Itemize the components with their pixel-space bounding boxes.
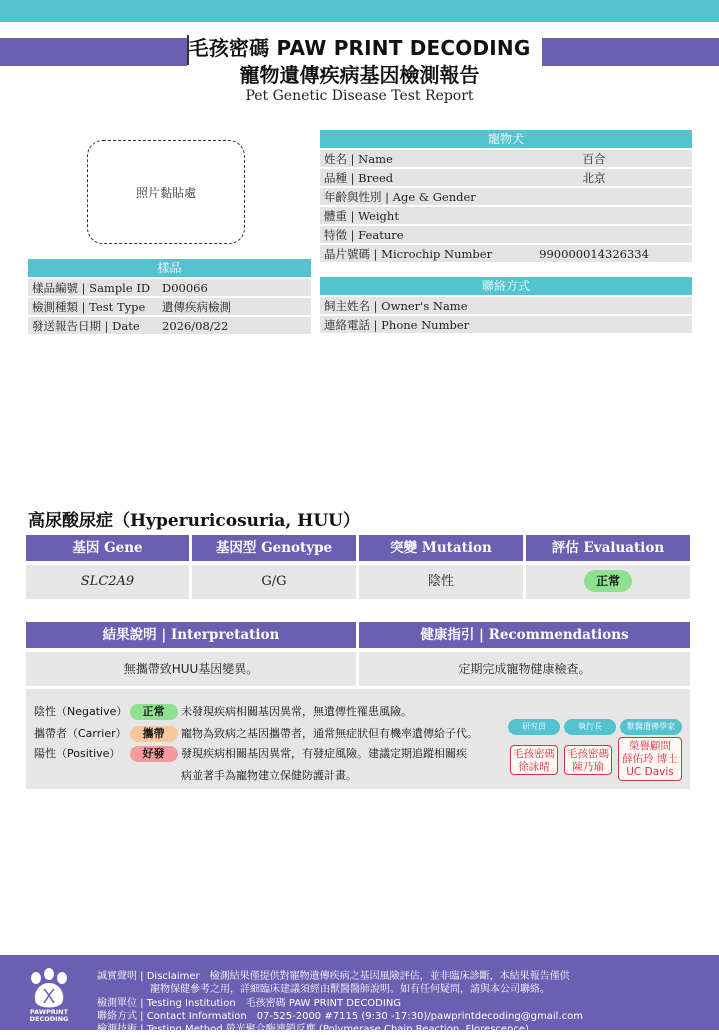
sample-id-label: 樣品編號 | Sample ID — [28, 279, 158, 296]
footer-institution: 檢測單位 | Testing Institution 毛孩密碼 PAW PRINT DECODING — [97, 998, 402, 1009]
stamp-researcher-line1: 毛孩密碼 — [513, 748, 555, 760]
stamp-researcher — [510, 745, 558, 775]
owner-name-label: 飼主姓名 | Owner's Name — [320, 297, 496, 314]
stamp-ceo-line2: 陳乃瑜 — [572, 761, 604, 773]
role-geneticist: 獸醫遺傳學家 — [620, 719, 682, 735]
evaluation-cell — [526, 565, 690, 599]
table-row — [320, 207, 692, 224]
table-row — [320, 226, 692, 243]
legend-panel — [26, 689, 690, 789]
footer-method: 檢測技術 | Testing Method 螢光聚合酶連鎖反應 (Polymerase Chain Reaction, Florescence) — [97, 1024, 529, 1035]
table-row — [320, 169, 692, 186]
pet-weight-label: 體重 | Weight — [320, 207, 496, 224]
legend-carrier-tag: 攜帶 — [130, 726, 178, 742]
legend-carrier-desc: 寵物為致病之基因攜帶者，通常無症狀但有機率遺傳給子代。 — [181, 727, 478, 740]
pet-age-label: 年齡與性別 | Age & Gender — [320, 188, 496, 205]
legend-positive-desc-cont: 病並著手為寵物建立保健防護計畫。 — [181, 769, 357, 782]
photo-placeholder-label: 照片黏貼處 — [135, 185, 196, 200]
legend-positive-desc: 發現疾病相關基因異常，有發症風險。建議定期追蹤相關疾 — [181, 747, 467, 760]
title-line3: Pet Genetic Disease Test Report — [245, 88, 474, 104]
legend-row-positive — [34, 745, 178, 762]
contact-section — [320, 277, 692, 335]
legend-negative-desc: 未發現疾病相關基因異常，無遺傳性罹患風險。 — [181, 705, 412, 718]
sample-table — [28, 277, 311, 336]
table-row — [320, 188, 692, 205]
gene-header: 基因 Gene — [26, 535, 189, 561]
stamp-researcher-line2: 徐詠晴 — [518, 761, 550, 773]
table-row — [320, 150, 692, 167]
interpretation-header: 結果說明 | Interpretation — [26, 622, 356, 648]
paw-logo — [24, 967, 74, 1027]
legend-row-negative — [34, 703, 178, 720]
phone-value — [496, 316, 692, 333]
photo-placeholder — [87, 140, 245, 244]
date-value: 2026/08/22 — [158, 317, 311, 334]
paw-icon — [24, 967, 74, 1011]
gene-value: SLC2A9 — [26, 565, 189, 599]
legend-negative-tag: 正常 — [130, 704, 178, 720]
owner-name-value — [496, 297, 692, 314]
stamp-ceo-line1: 毛孩密碼 — [567, 748, 609, 760]
mutation-value: 陰性 — [359, 565, 523, 599]
pet-header: 寵物犬 — [320, 130, 692, 148]
phone-label: 連絡電話 | Phone Number — [320, 316, 496, 333]
test-type-value: 遺傳疾病檢測 — [158, 298, 311, 315]
footer-disclaimer-cont: 寵物保健參考之用，詳細臨床建議須經由獸醫醫師說明。如有任何疑問，請與本公司聯絡。 — [150, 984, 550, 995]
table-row — [28, 317, 311, 334]
legend-negative-label: 陰性（Negative） — [34, 705, 128, 718]
stamp-geneticist-line3: UC Davis — [626, 766, 674, 778]
stamp-ceo — [564, 745, 612, 775]
role-researcher: 研究員 — [508, 719, 560, 735]
interpretation-text: 無攜帶致HUU基因變異。 — [26, 652, 356, 686]
pet-name-value: 百合 — [496, 150, 692, 167]
sample-section — [28, 259, 311, 336]
evaluation-badge: 正常 — [584, 570, 632, 592]
pet-microchip-value: 990000014326334 — [496, 245, 692, 262]
footer-disclaimer: 誠實聲明 | Disclaimer 檢測結果僅提供對寵物遺傳疾病之基因風險評估，並非臨床診斷，本結果報告僅供 — [97, 971, 570, 982]
sample-header: 樣品 — [28, 259, 311, 277]
mutation-header: 突變 Mutation — [359, 535, 523, 561]
genotype-header: 基因型 Genotype — [192, 535, 356, 561]
legend-positive-label: 陽性（Positive） — [34, 747, 121, 760]
recommendations-text: 定期完成寵物健康檢查。 — [359, 652, 690, 686]
stamp-geneticist-line2: 薛佑玲 博士 — [622, 753, 678, 765]
contact-header: 聯絡方式 — [320, 277, 692, 295]
pet-breed-value: 北京 — [496, 169, 692, 186]
pet-breed-label: 品種 | Breed — [320, 169, 496, 186]
disease-title: 高尿酸尿症（Hyperuricosuria, HUU） — [28, 511, 360, 531]
top-accent-bar — [0, 0, 719, 22]
pet-section — [320, 130, 692, 264]
title-line1: 毛孩密碼 PAW PRINT DECODING — [188, 36, 531, 60]
pet-microchip-label: 晶片號碼 | Microchip Number — [320, 245, 496, 262]
stamp-geneticist — [618, 737, 682, 781]
table-row — [28, 298, 311, 315]
role-ceo: 執行長 — [564, 719, 616, 735]
contact-table — [320, 295, 692, 335]
legend-row-carrier — [34, 725, 178, 742]
evaluation-header: 評估 Evaluation — [526, 535, 690, 561]
table-row — [320, 316, 692, 333]
pet-feature-value — [496, 226, 692, 243]
recommendations-header: 健康指引 | Recommendations — [359, 622, 690, 648]
pet-name-label: 姓名 | Name — [320, 150, 496, 167]
pet-feature-label: 特徵 | Feature — [320, 226, 496, 243]
table-row — [28, 279, 311, 296]
date-label: 發送報告日期 | Date — [28, 317, 158, 334]
table-row — [320, 245, 692, 262]
genotype-value: G/G — [192, 565, 356, 599]
pet-weight-value — [496, 207, 692, 224]
sample-id-value: D00066 — [158, 279, 311, 296]
pet-table — [320, 148, 692, 264]
title-line2: 寵物遺傳疾病基因檢測報告 — [239, 63, 480, 87]
stamp-geneticist-line1: 榮譽顧問 — [629, 740, 671, 752]
footer — [0, 955, 719, 1035]
logo-text: PAWPRINT DECODING — [29, 1008, 69, 1023]
table-row — [320, 297, 692, 314]
legend-positive-tag: 好發 — [130, 746, 178, 762]
test-type-label: 檢測種類 | Test Type — [28, 298, 158, 315]
legend-carrier-label: 攜帶者（Carrier） — [34, 727, 127, 740]
pet-age-value — [496, 188, 692, 205]
footer-contact: 聯絡方式 | Contact Information 07-525-2000 #7115 (9:30 -17:30)/pawprintdecoding@gmail.com — [97, 1011, 583, 1022]
